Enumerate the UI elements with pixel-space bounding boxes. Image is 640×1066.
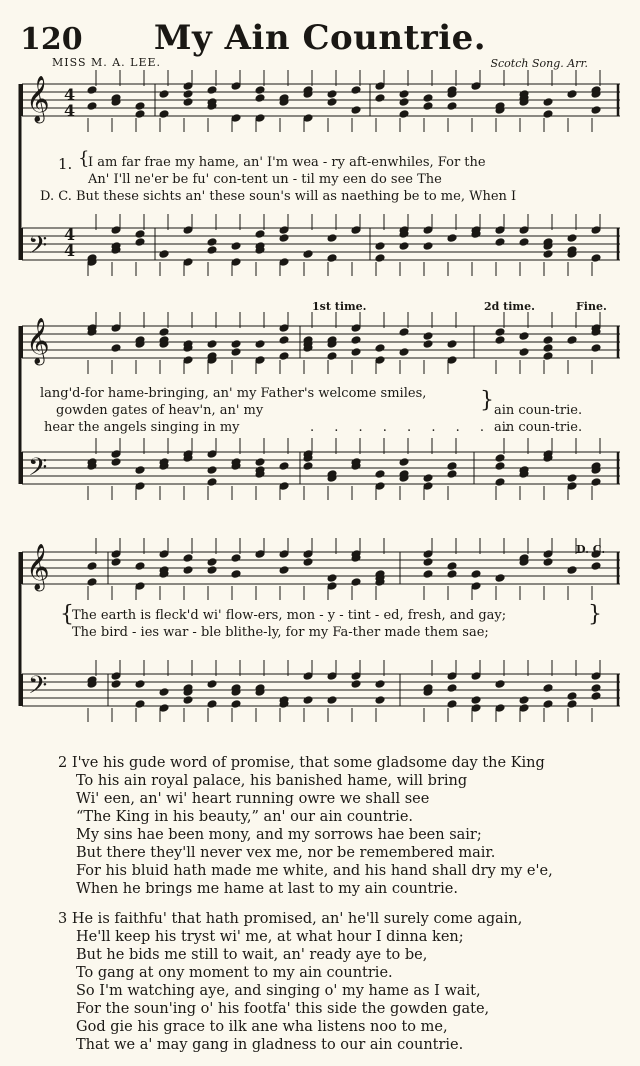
note-head <box>375 696 385 705</box>
bass-clef-icon: 𝄢 <box>28 671 48 706</box>
note-head <box>495 704 505 713</box>
note-head <box>159 110 169 119</box>
treble-clef-icon: 𝄞 <box>26 544 50 590</box>
note-head <box>135 582 145 591</box>
note-head <box>519 332 529 341</box>
note-head <box>207 450 217 459</box>
note-head <box>543 352 553 361</box>
note-head <box>567 566 577 575</box>
note-head <box>111 558 121 567</box>
lyric-line: D. C. But these sichts an' these soun's will as naething be to me, When I <box>40 189 517 204</box>
note-head <box>423 482 433 491</box>
note-head <box>303 250 313 259</box>
note-head <box>159 550 169 559</box>
brace-icon: { <box>78 148 90 169</box>
note-head <box>495 238 505 247</box>
note-head <box>279 336 289 345</box>
note-head <box>351 680 361 689</box>
note-head <box>255 94 265 103</box>
verse-line: For the soun'ing o' his footfa' this side the gowden gate, <box>76 1001 490 1017</box>
note-head <box>327 696 337 705</box>
page-number: 120 <box>20 22 83 57</box>
note-head <box>183 90 193 99</box>
note-head <box>231 348 241 357</box>
brace-icon: } <box>588 602 602 627</box>
note-head <box>567 700 577 709</box>
note-head <box>327 234 337 243</box>
note-head <box>183 258 193 267</box>
note-head <box>207 340 217 349</box>
note-head <box>423 226 433 235</box>
note-head <box>87 86 97 95</box>
note-head <box>543 550 553 559</box>
note-head <box>471 696 481 705</box>
note-head <box>231 114 241 123</box>
lyric-line: ain coun-trie. <box>494 420 583 435</box>
lyric-line: hear the angels singing in my <box>44 420 240 435</box>
note-head <box>207 680 217 689</box>
lyric-line: I am far frae my hame, an' I'm wea - ry aft-enwhiles, For the <box>88 155 486 170</box>
note-head <box>423 570 433 579</box>
note-head <box>135 466 145 475</box>
note-head <box>399 90 409 99</box>
note-head <box>87 562 97 571</box>
verse-line: He is faithfu' that hath promised, an' he'll surely come again, <box>71 911 523 927</box>
note-head <box>327 582 337 591</box>
note-head <box>231 700 241 709</box>
note-head <box>375 470 385 479</box>
note-head <box>591 478 601 487</box>
note-head <box>255 230 265 239</box>
note-head <box>279 462 289 471</box>
note-head <box>447 684 457 693</box>
note-head <box>447 102 457 111</box>
verses-section <box>58 754 618 1066</box>
note-head <box>111 324 121 333</box>
note-head <box>159 688 169 697</box>
note-head <box>423 474 433 483</box>
note-head <box>279 324 289 333</box>
note-head <box>351 336 361 345</box>
note-head <box>591 562 601 571</box>
note-head <box>207 86 217 95</box>
lyric-line: The earth is fleck'd wi' flow-ers, mon - y - tint - ed, fresh, and gay; <box>72 608 507 623</box>
note-head <box>207 700 217 709</box>
note-head <box>543 336 553 345</box>
note-head <box>351 672 361 681</box>
note-head <box>519 704 529 713</box>
brace-icon: { <box>60 602 74 627</box>
note-head <box>447 562 457 571</box>
lyric-line: The bird - ies war - ble blithe-ly, for my Fa-ther made them sae; <box>72 625 489 640</box>
staff-system2-bass <box>22 452 620 484</box>
note-head <box>207 566 217 575</box>
note-head <box>447 570 457 579</box>
note-head <box>279 550 289 559</box>
note-head <box>471 570 481 579</box>
ending-label: 1st time. <box>312 300 367 313</box>
note-head <box>375 254 385 263</box>
note-head <box>111 226 121 235</box>
note-head <box>375 82 385 91</box>
note-head <box>399 110 409 119</box>
time-signature: 4 <box>64 85 76 104</box>
staff-system2-treble <box>22 326 620 358</box>
note-head <box>567 234 577 243</box>
verse-line: But there they'll never vex me, nor be remembered mair. <box>76 845 496 861</box>
note-head <box>447 470 457 479</box>
note-head <box>471 582 481 591</box>
verse-line: To his ain royal palace, his banished hame, will bring <box>76 773 468 789</box>
note-head <box>207 558 217 567</box>
note-head <box>375 356 385 365</box>
lyric-line: lang'd-for hame-bringing, an' my Father's welcome smiles, <box>40 386 427 401</box>
staff-system1-treble <box>22 84 620 116</box>
note-head <box>159 250 169 259</box>
note-head <box>567 336 577 345</box>
note-head <box>399 98 409 107</box>
note-head <box>183 98 193 107</box>
note-head <box>567 90 577 99</box>
verse-number: 1. <box>58 155 73 173</box>
note-head <box>423 242 433 251</box>
note-head <box>591 254 601 263</box>
note-head <box>471 672 481 681</box>
note-head <box>375 680 385 689</box>
note-head <box>375 482 385 491</box>
verse-line: When he brings me hame at last to my ain countrie. <box>76 881 458 897</box>
note-head <box>87 578 97 587</box>
note-head <box>135 110 145 119</box>
note-head <box>543 684 553 693</box>
note-head <box>327 574 337 583</box>
note-head <box>351 226 361 235</box>
note-head <box>423 340 433 349</box>
note-head <box>519 348 529 357</box>
verse-line: “The King in his beauty,” an' our ain countrie. <box>76 809 414 825</box>
treble-clef-icon: 𝄞 <box>26 76 50 122</box>
verse-line: For his bluid hath made me white, and his hand shall dry my e'e, <box>76 863 553 879</box>
note-head <box>495 336 505 345</box>
note-head <box>399 328 409 337</box>
verse-line: But he bids me still to wait, an' ready aye to be, <box>76 947 428 963</box>
note-head <box>111 672 121 681</box>
note-head <box>567 482 577 491</box>
bass-clef-icon: 𝄢 <box>28 231 48 266</box>
note-head <box>303 672 313 681</box>
note-head <box>423 332 433 341</box>
lyric-line: An' I'll ne'er be fu' con-tent un - til my een do see The <box>88 172 442 187</box>
note-head <box>111 680 121 689</box>
note-head <box>543 250 553 259</box>
note-head <box>543 98 553 107</box>
note-head <box>375 94 385 103</box>
note-head <box>135 102 145 111</box>
note-head <box>183 566 193 575</box>
note-head <box>447 462 457 471</box>
source-credit: Scotch Song. Arr. <box>490 57 588 70</box>
note-head <box>351 86 361 95</box>
time-signature: 4 <box>64 101 76 120</box>
note-head <box>255 86 265 95</box>
time-signature: 4 <box>64 225 76 244</box>
note-head <box>231 258 241 267</box>
note-head <box>303 114 313 123</box>
fine-label: Fine. <box>576 300 607 313</box>
note-head <box>567 474 577 483</box>
note-head <box>591 672 601 681</box>
time-signature: 4 <box>64 241 76 260</box>
lyric-line: gowden gates of heav'n, an' my <box>56 403 264 418</box>
note-head <box>327 90 337 99</box>
verse-line: So I'm watching aye, and singing o' my hame as I wait, <box>76 983 481 999</box>
note-head <box>495 328 505 337</box>
note-head <box>423 550 433 559</box>
note-head <box>591 692 601 701</box>
note-head <box>255 340 265 349</box>
bass-clef-icon: 𝄢 <box>28 453 48 488</box>
note-head <box>519 226 529 235</box>
note-head <box>519 238 529 247</box>
lyric-line: ain coun-trie. <box>494 403 583 418</box>
note-head <box>183 226 193 235</box>
note-head <box>543 700 553 709</box>
note-head <box>255 356 265 365</box>
note-head <box>279 566 289 575</box>
author-credit: MISS M. A. LEE. <box>52 56 162 69</box>
note-head <box>135 562 145 571</box>
note-head <box>231 554 241 563</box>
note-head <box>495 574 505 583</box>
verse-number: 2 <box>58 755 68 771</box>
note-head <box>495 226 505 235</box>
verse-line: I've his gude word of promise, that some gladsome day the King <box>71 755 545 771</box>
note-head <box>135 680 145 689</box>
note-head <box>351 578 361 587</box>
note-head <box>279 258 289 267</box>
note-head <box>159 704 169 713</box>
note-head <box>399 458 409 467</box>
note-head <box>255 550 265 559</box>
note-head <box>135 482 145 491</box>
treble-clef-icon: 𝄞 <box>26 318 50 364</box>
note-head <box>351 324 361 333</box>
note-head <box>303 696 313 705</box>
verse-3 <box>58 910 618 1054</box>
note-head <box>255 114 265 123</box>
note-head <box>399 348 409 357</box>
brace-icon: } <box>480 388 494 413</box>
verse-line: My sins hae been mony, and my sorrows hae been sair; <box>76 827 482 843</box>
note-head <box>495 462 505 471</box>
note-head <box>159 328 169 337</box>
note-head <box>135 700 145 709</box>
dc-label: D. C. <box>576 543 606 556</box>
note-head <box>327 672 337 681</box>
verse-line: He'll keep his tryst wi' me, at what hour I dinna ken; <box>76 929 464 945</box>
note-head <box>327 254 337 263</box>
note-head <box>351 106 361 115</box>
note-head <box>375 344 385 353</box>
note-head <box>183 554 193 563</box>
note-head <box>207 466 217 475</box>
note-head <box>543 558 553 567</box>
note-head <box>231 242 241 251</box>
staff-system3-bass <box>22 674 620 706</box>
note-head <box>111 550 121 559</box>
note-head <box>591 226 601 235</box>
note-head <box>135 230 145 239</box>
note-head <box>543 344 553 353</box>
verse-line: To gang at ony moment to my ain countrie. <box>76 965 393 981</box>
note-head <box>159 90 169 99</box>
note-head <box>447 700 457 709</box>
lyric-line: . . . . . . . . . <box>310 420 517 435</box>
verse-line: Wi' een, an' wi' heart running owre we shall see <box>76 791 430 807</box>
note-head <box>591 344 601 353</box>
note-head <box>303 558 313 567</box>
verse-number: 3 <box>58 911 68 927</box>
note-head <box>207 478 217 487</box>
song-title: My Ain Countrie. <box>153 18 487 58</box>
note-head <box>303 550 313 559</box>
note-head <box>183 696 193 705</box>
note-head <box>279 234 289 243</box>
note-head <box>423 558 433 567</box>
note-head <box>447 234 457 243</box>
staff-system1-bass <box>22 228 620 260</box>
note-head <box>303 462 313 471</box>
note-head <box>471 82 481 91</box>
verse-2 <box>58 754 618 898</box>
note-head <box>231 340 241 349</box>
note-head <box>495 454 505 463</box>
note-head <box>111 450 121 459</box>
verse-line: God gie his grace to ilk ane wha listens noo to me, <box>76 1019 448 1035</box>
ending-label: 2d time. <box>484 300 535 313</box>
note-head <box>567 692 577 701</box>
note-head <box>87 102 97 111</box>
note-head <box>183 356 193 365</box>
note-head <box>591 684 601 693</box>
note-head <box>207 238 217 247</box>
note-head <box>231 570 241 579</box>
note-head <box>423 102 433 111</box>
note-head <box>111 344 121 353</box>
note-head <box>327 352 337 361</box>
note-head <box>447 340 457 349</box>
note-head <box>423 94 433 103</box>
staff-system3-treble <box>22 552 620 584</box>
note-head <box>111 458 121 467</box>
note-head <box>231 82 241 91</box>
note-head <box>207 246 217 255</box>
note-head <box>183 82 193 91</box>
note-head <box>327 98 337 107</box>
note-head <box>495 680 505 689</box>
note-head <box>135 238 145 247</box>
note-head <box>399 242 409 251</box>
verse-line: That we a' may gang in gladness to our ain countrie. <box>76 1037 464 1053</box>
note-head <box>375 242 385 251</box>
note-head <box>351 348 361 357</box>
note-head <box>447 672 457 681</box>
note-head <box>447 356 457 365</box>
note-head <box>495 478 505 487</box>
note-head <box>543 110 553 119</box>
note-head <box>279 352 289 361</box>
note-head <box>591 106 601 115</box>
note-head <box>279 226 289 235</box>
note-head <box>279 482 289 491</box>
note-head <box>471 704 481 713</box>
note-head <box>519 696 529 705</box>
note-head <box>255 458 265 467</box>
